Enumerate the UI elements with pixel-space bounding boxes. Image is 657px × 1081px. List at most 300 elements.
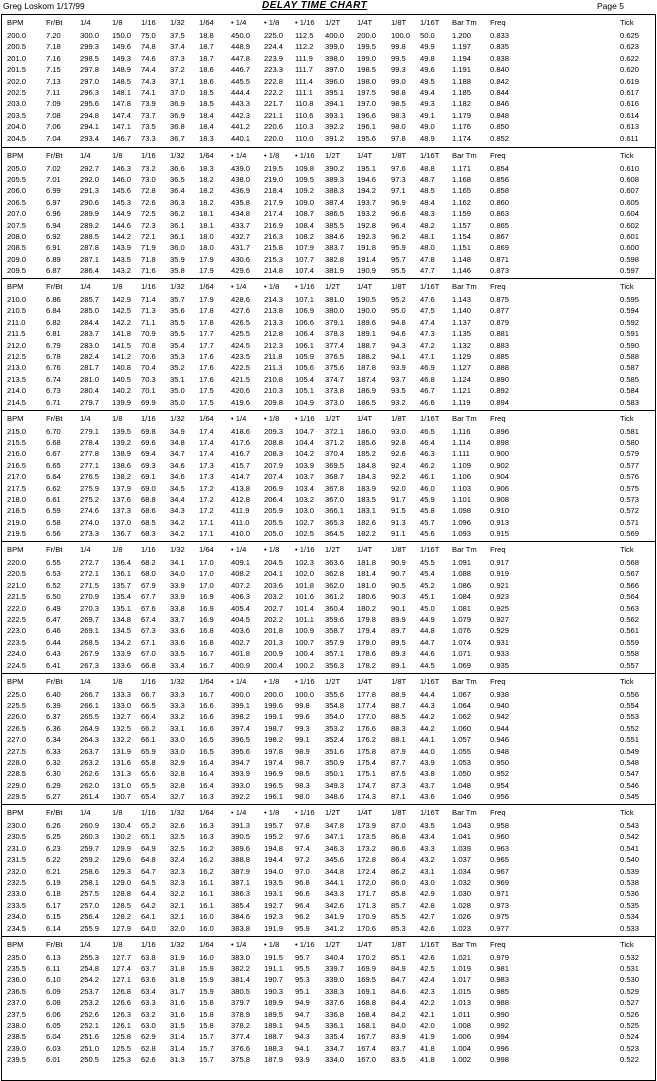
delay-table [1,14,656,1081]
table-cell: 49.9 [420,42,435,52]
table-cell: 45.5 [420,558,435,567]
table-cell: 98.7 [295,757,310,767]
table-cell: 404.5 [231,615,251,624]
table-row [2,484,655,493]
table-cell: 1.086 [452,580,472,590]
table-cell: 6.89 [46,254,61,264]
table-cell: 0.925 [490,603,510,613]
table-cell: 1.043 [452,821,472,830]
table-cell: 103.0 [295,506,315,516]
table-cell: 1.026 [452,912,472,922]
table-cell: 96.8 [295,878,310,887]
table-cell: 103.7 [295,472,315,482]
table-cell: 0.561 [620,626,640,636]
table-cell: 186.9 [357,386,377,396]
table-cell: 1.188 [452,76,472,86]
table-cell: 70.4 [141,363,156,373]
table-cell: 17.9 [199,254,214,264]
table-cell: 274.0 [80,517,100,527]
table-cell: 0.604 [620,209,640,219]
table-cell: 35.6 [170,306,185,316]
table-cell: 381.9 [325,266,345,276]
table-cell: 237.0 [7,998,27,1008]
table-cell: 212.5 [7,352,27,361]
table-cell: 207.4 [264,472,284,482]
table-cell: 32.7 [170,792,185,802]
table-cell: 66.8 [141,660,156,670]
table-cell: 64.7 [141,866,156,876]
table-cell: 0.611 [620,133,639,143]
table-cell: 1.098 [452,506,472,516]
table-cell: 390.5 [231,832,251,842]
table-cell: 183.9 [357,483,377,493]
table-cell: 1.053 [452,757,472,767]
table-cell: 216.0 [7,449,27,459]
table-cell: 185.2 [357,449,377,459]
table-cell: 103.2 [295,494,315,504]
table-cell: 172.4 [357,866,377,876]
table-cell: 187.9 [264,1055,284,1065]
table-cell: 336.1 [325,1020,345,1030]
table-cell: 274.6 [80,506,100,516]
table-cell: 0.856 [490,174,510,184]
table-cell: 189.5 [264,1009,284,1019]
table-cell: 90.9 [391,558,406,567]
table-cell: 6.81 [46,329,61,339]
table-cell: 200.5 [7,42,27,52]
table-cell: 202.2 [264,615,284,624]
table-cell: 31.9 [170,952,185,962]
table-cell: 136.7 [112,529,132,539]
table-cell: 290.6 [80,197,100,207]
table-cell: 191.1 [264,963,284,973]
table-cell: 130.4 [112,821,132,830]
table-cell: 0.938 [490,689,510,699]
table-cell: 440.1 [231,133,251,143]
column-header: Fr/Bt [46,18,63,27]
table-cell: 224.4 [264,42,284,52]
table-cell: 235.0 [7,952,27,962]
table-cell: 421.5 [231,374,251,384]
table-cell: 95.9 [391,243,406,253]
table-cell: 396.0 [325,76,345,86]
table-cell: 128.8 [112,889,132,899]
table-cell: 94.1 [391,352,406,361]
table-cell: 6.43 [46,649,61,659]
table-cell: 74.3 [141,76,156,86]
table-cell: 31.6 [170,998,185,1008]
table-cell: 18.2 [199,197,214,207]
table-cell: 17.0 [199,580,214,590]
column-header: 1/16T [420,282,440,291]
table-cell: 62.9 [141,1032,156,1042]
table-cell: 281.7 [80,363,100,373]
table-cell: 42.7 [420,912,435,922]
table-cell: 108.7 [295,209,315,219]
table-cell: 448.9 [231,42,251,52]
table-cell: 136.4 [112,558,132,567]
table-cell: 0.558 [620,649,640,659]
table-cell: 6.40 [46,689,61,699]
table-cell: 357.1 [325,649,345,659]
table-cell: 44.5 [420,660,435,670]
table-cell: 44.9 [420,615,435,624]
table-cell: 17.6 [199,352,214,361]
table-cell: 68.5 [141,517,156,527]
table-cell: 0.540 [620,855,640,865]
column-header: 1/16T [420,150,440,160]
column-header: Fr/Bt [46,808,63,817]
table-cell: 16.5 [199,746,214,756]
table-cell: 43.5 [420,821,435,830]
table-cell: 398.0 [325,53,345,63]
table-cell: 0.622 [620,53,640,63]
table-cell: 106.9 [295,306,315,316]
table-cell: 219.5 [7,529,27,539]
table-cell: 371.2 [325,437,345,447]
column-header: 1/16 [141,808,156,817]
column-header: • 1/4 [231,282,247,291]
table-row [2,1010,655,1019]
table-section [2,673,655,806]
table-cell: 93.7 [391,374,406,384]
table-cell: 380.0 [325,306,345,316]
column-header: 1/4 [80,939,91,949]
table-cell: 6.18 [46,889,61,899]
table-cell: 63.3 [141,998,156,1008]
table-cell: 143.5 [112,254,132,264]
table-cell: 235.5 [7,963,27,973]
table-cell: 264.9 [80,723,100,733]
table-cell: 6.94 [46,220,61,230]
table-row [2,318,655,327]
table-cell: 37.1 [170,76,185,86]
table-cell: 43.3 [420,843,435,853]
table-cell: 183.1 [357,506,377,516]
table-cell: 96.2 [295,912,310,922]
table-cell: 255.9 [80,923,100,933]
column-header: 1/64 [199,282,214,291]
table-cell: 92.0 [391,483,406,493]
table-cell: 415.7 [231,460,251,470]
column-header: Tick [620,808,634,817]
column-header: 1/2T [325,676,341,686]
table-cell: 35.9 [170,254,185,264]
table-cell: 217.0 [7,472,27,482]
table-cell: 34.2 [170,529,185,539]
table-cell: 174.7 [357,780,377,790]
table-cell: 44.8 [420,626,435,636]
table-cell: 292.0 [80,174,100,184]
table-cell: 381.4 [231,975,251,985]
column-header: Fr/Bt [46,545,63,554]
table-cell: 6.79 [46,340,61,350]
table-cell: 147.4 [112,110,132,120]
table-cell: 1.137 [452,317,472,327]
table-cell: 84.9 [391,963,406,973]
table-section [2,804,655,937]
table-cell: 49.6 [420,65,435,75]
table-cell: 0.960 [490,832,510,842]
table-cell: 44.2 [420,723,435,733]
table-cell: 176.2 [357,735,377,745]
table-cell: 405.4 [231,603,251,613]
table-cell: 259.2 [80,855,100,865]
table-cell: 45.1 [420,592,435,602]
table-cell: 66.1 [141,735,156,745]
table-cell: 204.5 [7,133,27,143]
table-cell: 219.5 [264,163,284,173]
table-cell: 0.534 [620,912,640,922]
table-cell: 195.2 [264,832,284,842]
table-cell: 148.1 [112,88,132,97]
table-cell: 149.6 [112,42,132,52]
table-cell: 95.5 [295,963,310,973]
table-cell: 204.1 [264,569,284,579]
table-cell: 223.3 [264,65,284,75]
column-header: Bar Tm [452,150,477,160]
table-cell: 1.002 [452,1055,472,1065]
table-cell: 6.52 [46,580,61,590]
table-cell: 6.41 [46,660,61,670]
table-row [2,901,655,910]
table-row [2,42,655,51]
table-cell: 359.6 [325,615,345,624]
table-cell: 69.4 [141,449,156,459]
table-cell: 1.023 [452,923,472,933]
table-cell: 399.1 [231,700,251,710]
table-cell: 253.2 [80,998,100,1008]
table-cell: 35.2 [170,363,185,373]
column-header: Tick [620,676,634,686]
table-cell: 353.2 [325,723,345,733]
table-cell: 1.004 [452,1043,472,1053]
table-cell: 101.8 [295,580,315,590]
table-row [2,329,655,338]
table-cell: 372.1 [325,426,345,436]
table-cell: 74.1 [141,88,156,97]
table-cell: 238.0 [7,1020,27,1030]
table-cell: 42.2 [420,998,435,1008]
column-header: 1/8T [391,282,407,291]
table-cell: 16.7 [199,649,214,659]
column-header: 1/2T [325,545,341,554]
table-cell: 85.5 [391,912,406,922]
table-row [2,735,655,744]
table-cell: 6.53 [46,569,61,579]
table-cell: 225.0 [264,31,284,40]
table-cell: 36.0 [170,243,185,253]
table-cell: 0.860 [490,197,510,207]
table-cell: 382.8 [325,254,345,264]
table-section [2,147,655,280]
table-cell: 267.9 [80,649,100,659]
table-cell: 147.8 [112,99,132,109]
table-cell: 98.8 [391,88,406,97]
table-row [2,461,655,470]
table-cell: 348.6 [325,792,345,802]
table-cell: 294.1 [80,122,100,132]
table-cell: 300.0 [80,31,100,40]
table-row [2,649,655,658]
table-cell: 17.7 [199,340,214,350]
table-cell: 34.5 [170,483,185,493]
table-cell: 6.26 [46,821,61,830]
table-cell: 0.942 [490,712,510,722]
table-cell: 339.0 [325,975,345,985]
table-cell: 129.3 [112,866,132,876]
table-cell: 7.08 [46,110,61,120]
table-cell: 45.0 [420,603,435,613]
table-cell: 334.7 [325,1043,345,1053]
table-cell: 44.0 [420,746,435,756]
table-cell: 0.910 [490,506,510,516]
table-cell: 7.06 [46,122,61,132]
table-cell: 137.0 [112,517,132,527]
table-cell: 32.1 [170,912,185,922]
table-cell: 6.49 [46,603,61,613]
column-header: BPM [7,939,24,949]
table-cell: 289.9 [80,209,100,219]
table-row [2,518,655,527]
table-cell: 0.617 [620,88,640,97]
table-cell: 252.6 [80,1009,100,1019]
table-cell: 34.0 [170,569,185,579]
table-cell: 32.4 [170,855,185,865]
table-cell: 93.9 [391,363,406,373]
table-cell: 146.3 [112,163,132,173]
table-cell: 41.8 [420,1043,435,1053]
table-cell: 66.2 [141,723,156,733]
table-cell: 227.5 [7,746,27,756]
table-cell: 110.0 [295,133,314,143]
table-cell: 111.7 [295,65,313,75]
table-cell: 7.02 [46,163,61,173]
table-cell: 34.4 [170,494,185,504]
table-cell: 107.9 [295,243,315,253]
table-cell: 0.890 [490,374,510,384]
table-cell: 211.8 [264,352,283,361]
table-cell: 75.0 [141,31,156,40]
table-cell: 71.9 [141,243,156,253]
table-cell: 394.7 [231,757,251,767]
column-header: 1/2T [325,808,341,817]
table-cell: 441.2 [231,122,251,132]
table-cell: 83.7 [391,1043,406,1053]
table-cell: 32.5 [170,832,185,842]
table-cell: 88.1 [391,735,406,745]
table-cell: 33.7 [170,615,185,624]
table-cell: 93.5 [391,386,406,396]
table-cell: 207.0 [7,209,27,219]
table-cell: 63.4 [141,986,156,996]
table-cell: 278.4 [80,437,100,447]
table-cell: 211.0 [7,317,26,327]
table-section [2,936,655,1069]
table-cell: 258.1 [80,878,100,887]
table-cell: 198.0 [357,76,377,86]
table-cell: 210.0 [7,295,27,304]
table-cell: 168.1 [357,1020,377,1030]
column-header: Tick [620,150,634,160]
table-cell: 46.2 [420,460,435,470]
table-cell: 400.0 [325,31,345,40]
table-cell: 33.1 [170,723,185,733]
table-cell: 0.965 [490,855,510,865]
table-cell: 49.1 [420,110,435,120]
table-cell: 126.1 [112,1020,132,1030]
table-cell: 99.8 [295,700,310,710]
table-cell: 197.4 [264,757,284,767]
table-cell: 42.6 [420,952,435,962]
table-cell: 6.56 [46,529,61,539]
column-header: • 1/16 [295,939,315,949]
table-cell: 196.1 [264,792,284,802]
table-row [2,122,655,131]
table-cell: 0.900 [490,449,510,459]
table-row [2,1021,655,1030]
table-cell: 45.4 [420,569,435,579]
table-cell: 111.1 [295,88,313,97]
table-cell: 89.1 [391,660,406,670]
table-cell: 108.2 [295,231,315,241]
table-cell: 135.1 [112,603,132,613]
table-cell: 18.3 [199,133,214,143]
author-date: Greg Loskom 1/17/99 [3,1,85,11]
table-cell: 426.5 [231,317,251,327]
table-cell: 93.9 [295,1055,310,1065]
table-cell: 139.9 [112,397,132,407]
table-cell: 46.8 [420,374,435,384]
table-cell: 133.3 [112,689,132,699]
table-cell: 221.7 [264,99,284,109]
table-cell: 442.3 [231,110,251,120]
column-header: 1/4 [80,808,91,817]
table-cell: 94.3 [295,1032,310,1042]
column-header: 1/16 [141,413,156,423]
table-row [2,924,655,933]
table-cell: 17.4 [199,437,214,447]
table-cell: 42.4 [420,975,435,985]
table-cell: 6.29 [46,780,61,790]
table-cell: 99.3 [295,723,310,733]
table-cell: 6.19 [46,878,61,887]
table-cell: 42.3 [420,986,435,996]
table-cell: 0.532 [620,952,640,962]
table-cell: 1.162 [452,197,472,207]
table-cell: 46.5 [420,426,435,436]
table-cell: 262.0 [80,780,100,790]
table-row [2,398,655,407]
table-cell: 200.9 [264,649,284,659]
table-cell: 1.093 [452,529,472,539]
table-cell: 133.0 [112,700,132,710]
table-cell: 0.994 [490,1032,510,1042]
page-header [0,0,657,14]
table-row [2,295,655,304]
table-cell: 203.0 [7,99,27,109]
table-cell: 85.1 [391,952,406,962]
table-cell: 84.7 [391,975,406,985]
table-cell: 33.9 [170,592,185,602]
table-cell: 6.04 [46,1032,61,1042]
table-cell: 220.5 [7,569,27,579]
table-cell: 205.0 [7,163,27,173]
table-cell: 32.6 [170,821,185,830]
table-cell: 220.0 [264,133,284,143]
table-cell: 411.0 [231,517,250,527]
table-cell: 36.5 [170,174,185,184]
